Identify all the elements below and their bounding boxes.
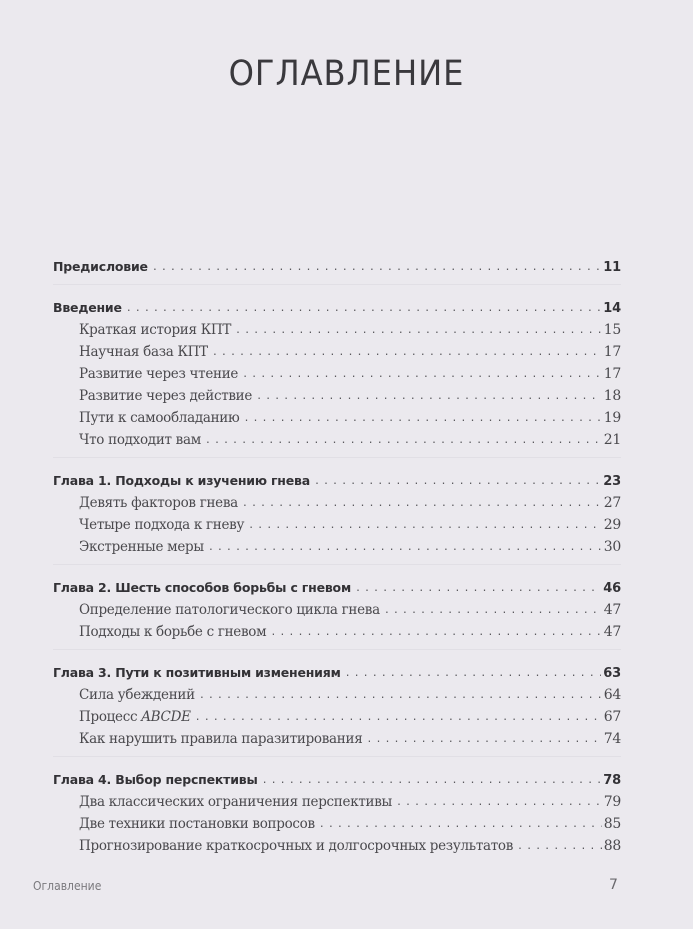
- toc-item-label: Две техники постановки вопросов: [79, 816, 315, 832]
- dot-leader: [242, 364, 602, 386]
- toc-page-number: 11: [603, 260, 621, 275]
- toc-item[interactable]: [53, 319, 621, 341]
- dot-leader: [256, 386, 602, 408]
- dot-leader: [195, 707, 602, 729]
- dot-leader: [270, 622, 601, 644]
- toc-item-label: Что подходит вам: [79, 432, 201, 448]
- toc-item-label: Четыре подхода к гневу: [79, 517, 245, 533]
- toc-heading[interactable]: [53, 256, 621, 278]
- toc-item[interactable]: [53, 684, 621, 706]
- toc-page-number: 79: [603, 794, 621, 810]
- toc-item[interactable]: [53, 514, 621, 536]
- toc-item-label: Развитие через действие: [79, 388, 253, 404]
- section-divider: [53, 756, 621, 757]
- toc-page-number: 19: [603, 410, 621, 426]
- toc-heading-label: Глава 2. Шесть способов борьбы с гневом: [53, 580, 351, 595]
- section-divider: [53, 457, 621, 458]
- dot-leader: [319, 814, 602, 836]
- toc-page-number: 47: [603, 624, 621, 640]
- toc-page-number: 17: [603, 366, 621, 382]
- toc-item-label: Как нарушить правила паразитирования: [79, 731, 363, 747]
- toc-page-number: 30: [603, 539, 621, 555]
- toc-page-number: 67: [603, 709, 621, 725]
- toc-item-label: Сила убеждений: [79, 687, 195, 703]
- toc-heading-label: Глава 4. Выбор перспективы: [53, 772, 258, 787]
- toc-item-label: Пути к самообладанию: [79, 410, 240, 426]
- dot-leader: [355, 578, 601, 600]
- toc-group-preface: [53, 256, 621, 285]
- dot-leader: [152, 257, 601, 279]
- toc-group-chapter-1: [53, 470, 621, 565]
- dot-leader: [199, 685, 602, 707]
- table-of-contents: [53, 256, 621, 857]
- dot-leader: [208, 537, 602, 559]
- toc-item[interactable]: [53, 813, 621, 835]
- toc-item-label: Научная база КПТ: [79, 344, 208, 360]
- toc-item-label: Прогнозирование краткосрочных и долгосрочных результатов: [79, 838, 514, 854]
- dot-leader: [243, 408, 601, 430]
- toc-item[interactable]: [53, 621, 621, 643]
- toc-item[interactable]: [53, 492, 621, 514]
- toc-page-number: 46: [603, 581, 621, 596]
- dot-leader: [248, 515, 602, 537]
- toc-page-number: 15: [603, 322, 621, 338]
- toc-page-number: 17: [603, 344, 621, 360]
- toc-heading[interactable]: [53, 577, 621, 599]
- section-divider: [53, 649, 621, 650]
- section-divider: [53, 284, 621, 285]
- toc-heading-label: Предисловие: [53, 259, 148, 274]
- toc-page-number: 74: [603, 731, 621, 747]
- toc-group-chapter-4: [53, 769, 621, 857]
- toc-heading[interactable]: [53, 662, 621, 684]
- toc-heading-label: Введение: [53, 300, 122, 315]
- toc-heading-label: Глава 3. Пути к позитивным изменениям: [53, 665, 341, 680]
- dot-leader: [396, 792, 602, 814]
- toc-item[interactable]: [53, 728, 621, 750]
- dot-leader: [212, 342, 602, 364]
- toc-item[interactable]: [53, 385, 621, 407]
- toc-group-introduction: [53, 297, 621, 458]
- toc-item-label-prefix: Процесс: [79, 709, 142, 725]
- toc-item[interactable]: [53, 363, 621, 385]
- toc-heading-label: Глава 1. Подходы к изучению гнева: [53, 473, 310, 488]
- toc-page-number: 78: [603, 773, 621, 788]
- toc-page-number: 23: [603, 474, 621, 489]
- dot-leader: [314, 471, 601, 493]
- dot-leader: [384, 600, 602, 622]
- toc-item[interactable]: [53, 835, 621, 857]
- toc-item[interactable]: [53, 341, 621, 363]
- toc-heading[interactable]: [53, 297, 621, 319]
- toc-item[interactable]: [53, 536, 621, 558]
- toc-page-number: 18: [603, 388, 621, 404]
- toc-group-chapter-3: [53, 662, 621, 757]
- dot-leader: [205, 430, 602, 452]
- toc-item-label: Развитие через чтение: [79, 366, 239, 382]
- section-divider: [53, 564, 621, 565]
- toc-item[interactable]: [53, 429, 621, 451]
- page-title: ОГЛАВЛЕНИЕ: [228, 54, 465, 94]
- toc-item[interactable]: [53, 599, 621, 621]
- toc-page-number: 47: [603, 602, 621, 618]
- toc-item-label: Два классических ограничения перспективы: [79, 794, 392, 810]
- toc-page-number: 14: [603, 301, 621, 316]
- toc-heading[interactable]: [53, 470, 621, 492]
- toc-page-number: 64: [603, 687, 621, 703]
- dot-leader: [517, 836, 602, 858]
- toc-group-chapter-2: [53, 577, 621, 650]
- toc-page-number: 63: [603, 666, 621, 681]
- toc-page-number: 29: [603, 517, 621, 533]
- dot-leader: [242, 493, 602, 515]
- toc-page-number: 27: [603, 495, 621, 511]
- dot-leader: [262, 770, 602, 792]
- running-footer-page-number: 7: [609, 877, 618, 893]
- dot-leader: [345, 663, 602, 685]
- toc-item[interactable]: [53, 791, 621, 813]
- toc-page-number: 88: [603, 838, 621, 854]
- toc-item-label: Подходы к борьбе с гневом: [79, 624, 267, 640]
- toc-item-label: Определение патологического цикла гнева: [79, 602, 380, 618]
- toc-page-number: 21: [603, 432, 621, 448]
- toc-item-label: Краткая история КПТ: [79, 322, 232, 338]
- toc-item-label: Экстренные меры: [79, 539, 204, 555]
- dot-leader: [235, 320, 602, 342]
- running-footer-section: Оглавление: [33, 879, 102, 893]
- toc-item[interactable]: [53, 407, 621, 429]
- toc-item-label: Девять факторов гнева: [79, 495, 238, 511]
- dot-leader: [366, 729, 601, 751]
- toc-item-label: [79, 706, 191, 728]
- toc-page-number: 85: [603, 816, 621, 832]
- toc-item-label-italic: ABCDE: [141, 709, 191, 725]
- toc-item[interactable]: [53, 706, 621, 728]
- dot-leader: [126, 298, 602, 320]
- toc-heading[interactable]: [53, 769, 621, 791]
